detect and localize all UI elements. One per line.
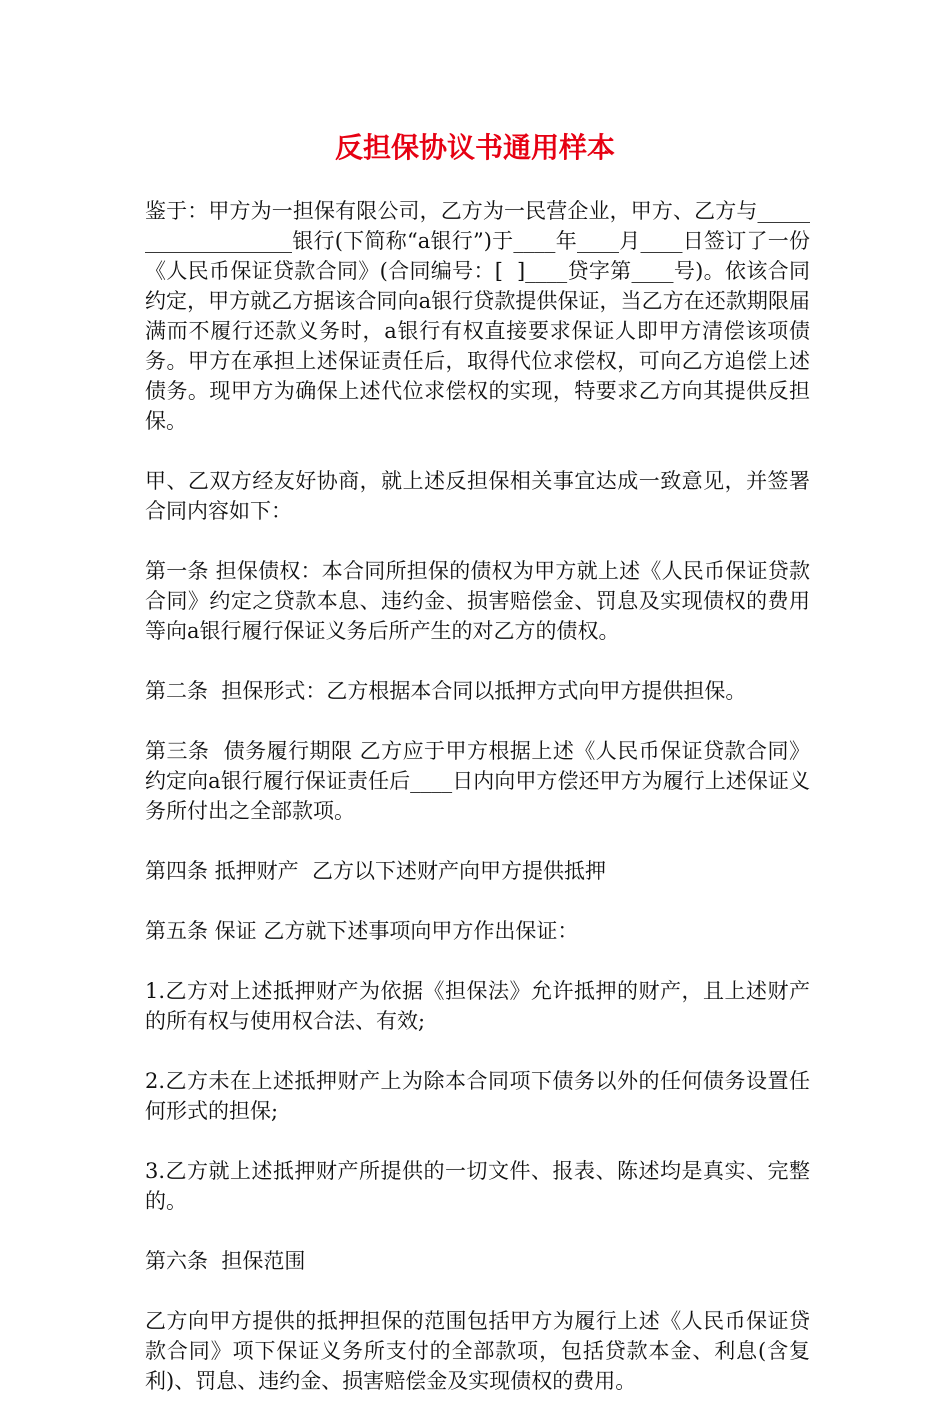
paragraph-warranty-3: 3.乙方就上述抵押财产所提供的一切文件、报表、陈述均是真实、完整的。 xyxy=(145,1159,810,1213)
paragraph-warranty-1: 1.乙方对上述抵押财产为依据《担保法》允许抵押的财产，且上述财产的所有权与使用权合法、有效; xyxy=(145,979,810,1033)
paragraph-warranty-2: 2.乙方未在上述抵押财产上为除本合同项下债务以外的任何债务设置任何形式的担保; xyxy=(145,1069,810,1123)
paragraph-article-1: 第一条 担保债权：本合同所担保的债权为甲方就上述《人民币保证贷款合同》约定之贷款本息、违约金、损害赔偿金、罚息及实现债权的费用等向a银行履行保证义务后所产生的对乙方的债权。 xyxy=(145,559,810,643)
paragraph-article-6-heading: 第六条 担保范围 xyxy=(145,1249,306,1273)
paragraph-preamble: 鉴于：甲方为一担保有限公司，乙方为一民营企业，甲方、乙方与___________________银行(下简称“a银行”)于____年____月____日签订了一份《人民币保证贷款合同》(合同编号：[ ]____贷字第____号)。依该合同约定，甲方就乙方据该合同向a银行贷款提供保证，当乙方在还款期限届满而不履行还款义务时，a银行有权直接要求保证人即甲方清偿该项债务。甲方在承担上述保证责任后，取得代位求偿权，可向乙方追偿上述债务。现甲方为确保上述代位求偿权的实现，特要求乙方向其提供反担保。 xyxy=(145,199,810,433)
paragraph-agreement-intro: 甲、乙双方经友好协商，就上述反担保相关事宜达成一致意见，并签署合同内容如下： xyxy=(145,469,810,523)
paragraph-article-4: 第四条 抵押财产 乙方以下述财产向甲方提供抵押 xyxy=(145,859,607,883)
document-body xyxy=(145,196,810,1426)
document-title: 反担保协议书通用样本 xyxy=(334,131,615,164)
paragraph-article-2: 第二条 担保形式：乙方根据本合同以抵押方式向甲方提供担保。 xyxy=(145,679,747,703)
paragraph-article-5: 第五条 保证 乙方就下述事项向甲方作出保证： xyxy=(145,919,579,943)
paragraph-article-3: 第三条 债务履行期限 乙方应于甲方根据上述《人民币保证贷款合同》约定向a银行履行保证责任后____日内向甲方偿还甲方为履行上述保证义务所付出之全部款项。 xyxy=(145,739,810,823)
paragraph-article-6-scope: 乙方向甲方提供的抵押担保的范围包括甲方为履行上述《人民币保证贷款合同》项下保证义务所支付的全部款项，包括贷款本金、利息(含复利)、罚息、违约金、损害赔偿金及实现债权的费用。 xyxy=(145,1309,810,1393)
